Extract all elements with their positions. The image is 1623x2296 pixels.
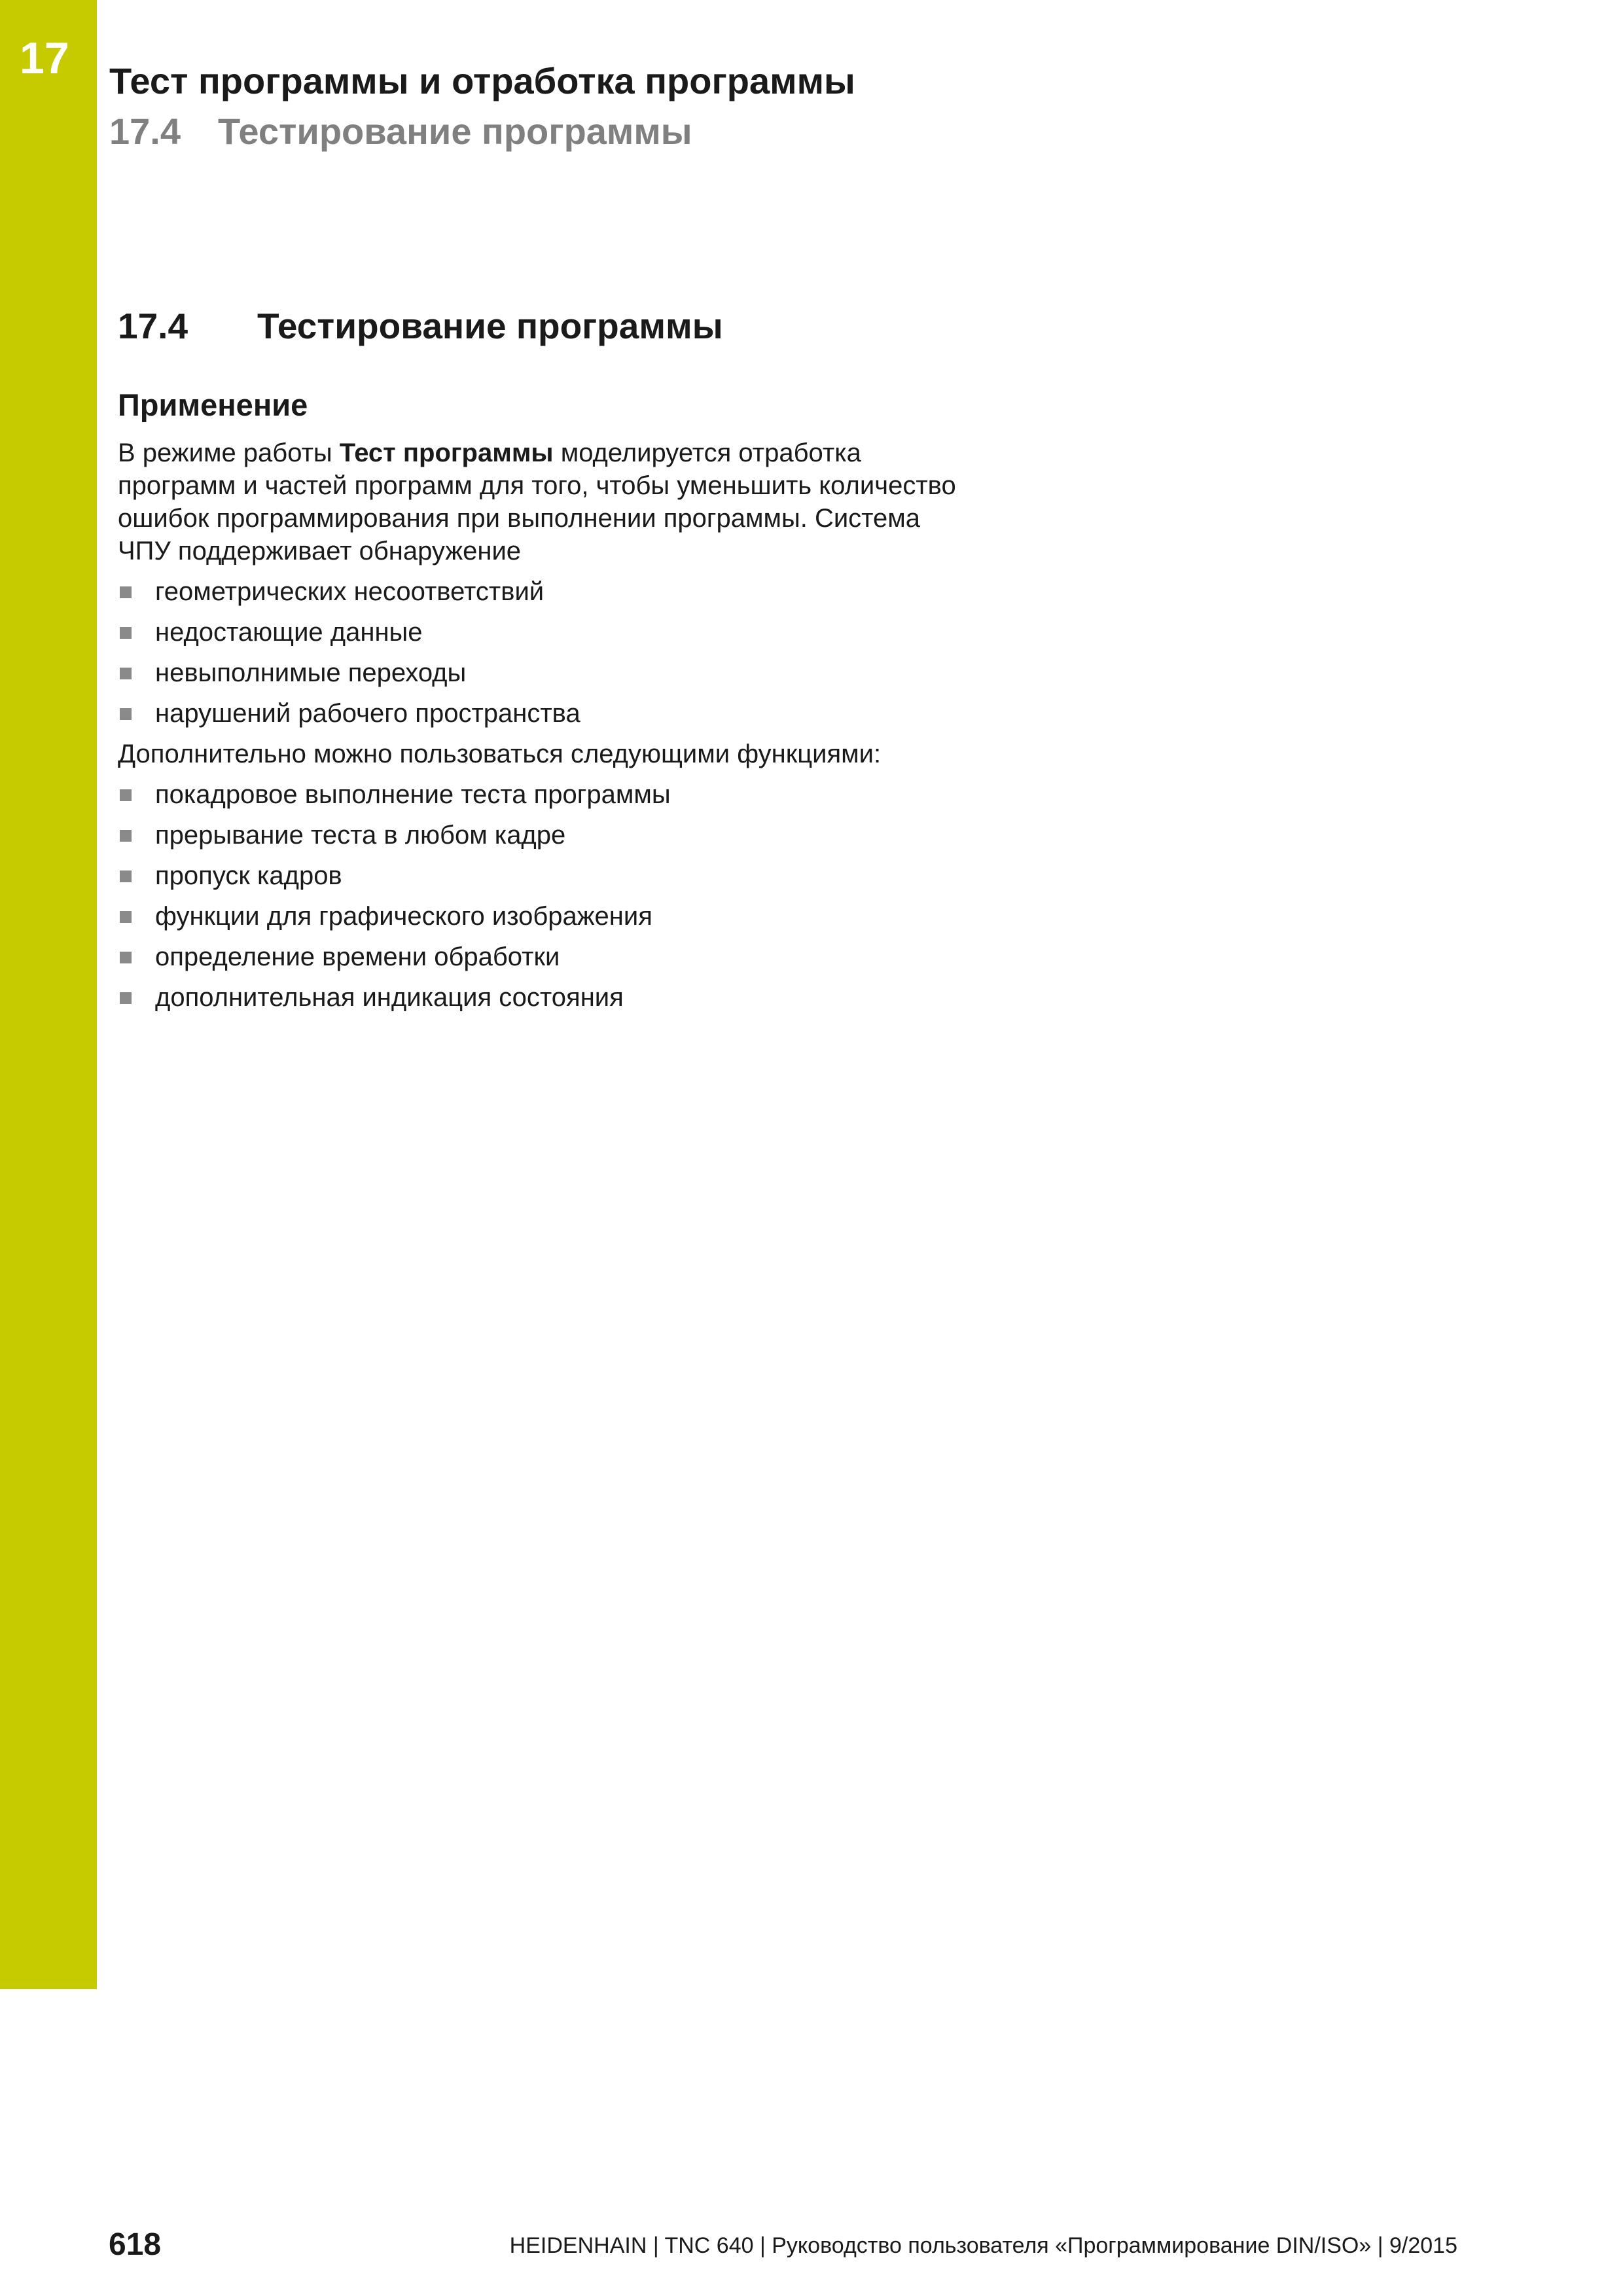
list-item bbox=[118, 575, 969, 608]
bullet-square-icon bbox=[120, 627, 132, 639]
list-item bbox=[118, 778, 969, 811]
additional-functions-paragraph: Дополнительно можно пользоваться следующими функциями: bbox=[118, 740, 882, 769]
bullet-square-icon bbox=[120, 789, 132, 801]
list-item bbox=[118, 656, 969, 689]
running-section-title bbox=[109, 109, 855, 153]
list-item bbox=[118, 819, 969, 852]
intro-paragraph bbox=[118, 437, 969, 567]
list-item-text: дополнительная индикация состояния bbox=[155, 983, 624, 1013]
running-header bbox=[109, 59, 855, 153]
list-item bbox=[118, 859, 969, 892]
list-item bbox=[118, 981, 969, 1014]
list-item-text: недостающие данные bbox=[155, 618, 423, 647]
bullet-square-icon bbox=[120, 668, 132, 679]
list-item-text: нарушений рабочего пространства bbox=[155, 699, 580, 728]
section-heading bbox=[118, 304, 969, 348]
list-item-text: покадровое выполнение теста программы bbox=[155, 780, 671, 810]
list-item bbox=[118, 697, 969, 730]
list-item-text: функции для графического изображения bbox=[155, 902, 652, 931]
running-section-number: 17.4 bbox=[109, 111, 181, 152]
running-chapter-title: Тест программы и отработка программы bbox=[109, 60, 855, 101]
list-item-text: прерывание теста в любом кадре bbox=[155, 821, 566, 850]
page-number: 618 bbox=[109, 2227, 162, 2262]
list-item bbox=[118, 900, 969, 933]
mode-name: Тест программы bbox=[339, 439, 554, 468]
chapter-number: 17 bbox=[20, 33, 69, 83]
bullet-square-icon bbox=[120, 708, 132, 720]
page-content bbox=[118, 304, 969, 1014]
bullet-square-icon bbox=[120, 952, 132, 963]
list-item-text: определение времени обработки bbox=[155, 942, 560, 972]
intro-text-end: моделируется отработка программ и частей программ для того, чтобы уменьшить количество ошибок программирования при выполнении программы. Система ЧПУ поддерживает обнаружение bbox=[118, 439, 956, 566]
intro-text-start: В режиме работы bbox=[118, 439, 340, 468]
bullet-square-icon bbox=[120, 870, 132, 882]
functions-list bbox=[118, 778, 969, 1014]
chapter-sidebar bbox=[0, 0, 97, 1989]
bullet-square-icon bbox=[120, 992, 132, 1004]
subsection-heading: Применение bbox=[118, 387, 308, 422]
running-section-label: Тестирование программы bbox=[218, 111, 692, 152]
detection-list bbox=[118, 575, 969, 730]
bullet-square-icon bbox=[120, 911, 132, 923]
section-title: Тестирование программы bbox=[257, 306, 723, 346]
list-item-text: пропуск кадров bbox=[155, 861, 342, 891]
section-number: 17.4 bbox=[118, 306, 188, 346]
bullet-square-icon bbox=[120, 586, 132, 598]
list-item-text: геометрических несоответствий bbox=[155, 577, 544, 607]
list-item bbox=[118, 616, 969, 649]
list-item-text: невыполнимые переходы bbox=[155, 658, 467, 688]
bullet-square-icon bbox=[120, 830, 132, 842]
footer-text: HEIDENHAIN | TNC 640 | Руководство пользователя «Программирование DIN/ISO» | 9/2015 bbox=[509, 2233, 1457, 2258]
list-item bbox=[118, 941, 969, 973]
